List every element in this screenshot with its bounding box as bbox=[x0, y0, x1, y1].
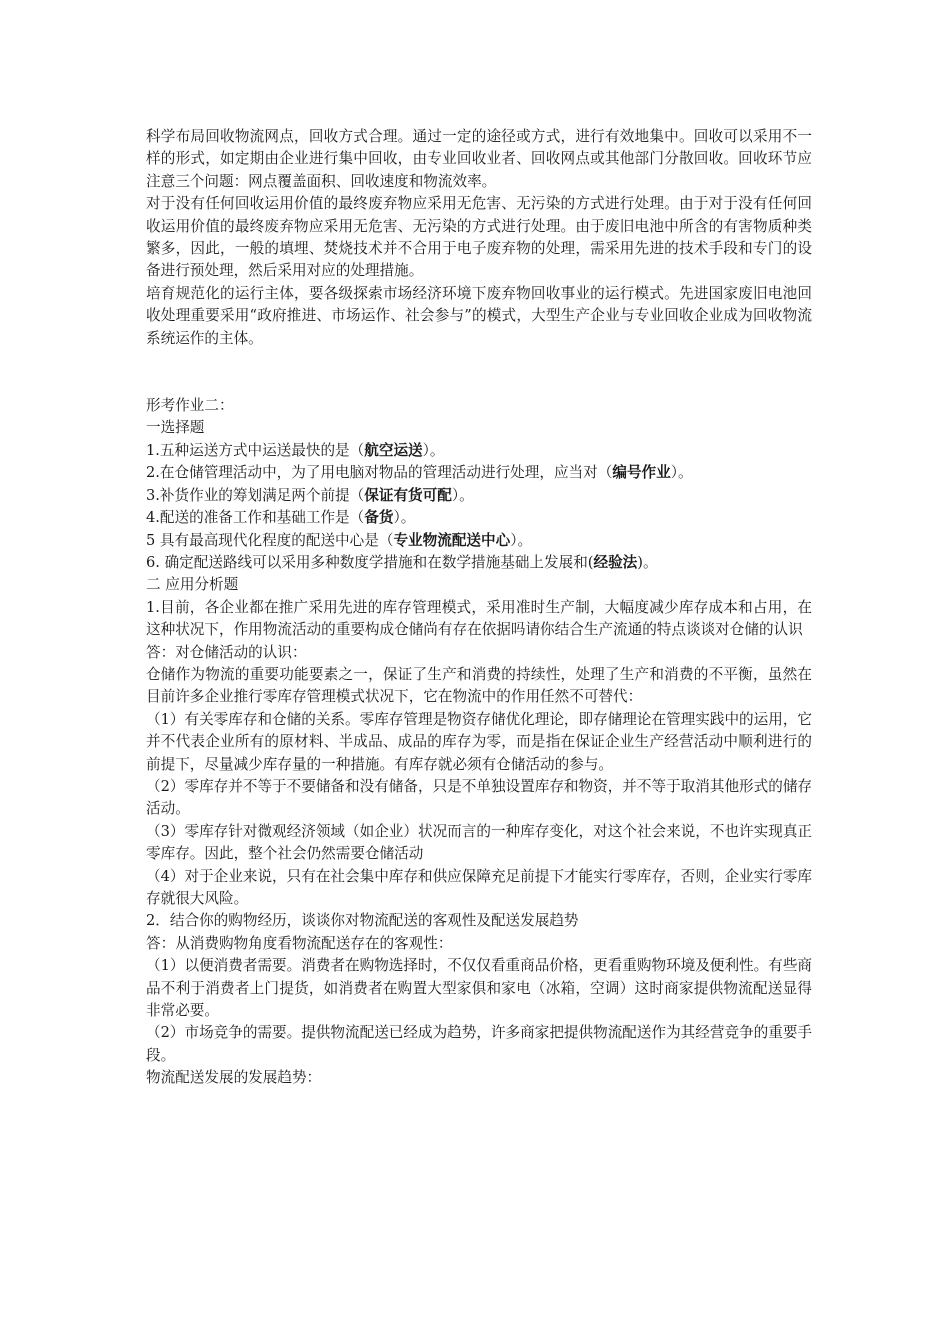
paragraph: （1）有关零库存和仓储的关系。零库存管理是物资存储优化理论，即存储理论在管理实践中的运用，它并不代表企业所有的原材料、半成品、成品的库存为零，而是指在保证企业生产经营活动中顺利进行的前提下，尽量减少库存量的一种措施。有库存就必须有仓储活动的参与。 bbox=[146, 710, 813, 773]
paragraph: 科学布局回收物流网点，回收方式合理。通过一定的途径或方式，进行有效地集中。回收可以采用不一样的形式，如定期由企业进行集中回收，由专业回收业者、回收网点或其他部门分散回收。回收环节应注意三个问题：网点覆盖面积、回收速度和物流效率。 bbox=[146, 128, 812, 190]
paragraph: （2）市场竞争的需要。提供物流配送已经成为趋势，许多商家把提供物流配送作为其经营竞争的重要手段。 bbox=[146, 1024, 813, 1064]
question-4 bbox=[146, 507, 812, 529]
question-end: ）。 bbox=[393, 509, 416, 527]
question-end: ）。 bbox=[670, 464, 693, 482]
answer: 航空运送 bbox=[364, 441, 423, 459]
question-2 bbox=[146, 462, 812, 484]
paragraph: （3）零库存针对微观经济领域（如企业）状况而言的一种库存变化，对这个社会来说，不也许实现真正零库存。因此，整个社会仍然需要仓储活动 bbox=[146, 822, 813, 863]
paragraph: 仓储作为物流的重要功能要素之一，保证了生产和消费的持续性，处理了生产和消费的不平衡，虽然在目前许多企业推行零库存管理模式状况下，它在物流中的作用任然不可替代： bbox=[146, 665, 812, 706]
question-6 bbox=[146, 552, 812, 574]
paragraph: 答：对仓储活动的认识： bbox=[146, 643, 307, 661]
answer: 保证有货可配 bbox=[364, 486, 452, 504]
paragraph: 培育规范化的运行主体，要各级探索市场经济环境下废弃物回收事业的运行模式。先进国家废旧电池回收处理重要采用“政府推进、市场运作、社会参与”的模式，大型生产企业与专业回收企业成为回收物流系统运作的主体。 bbox=[146, 284, 812, 347]
section-heading: 二 应用分析题 bbox=[146, 576, 239, 594]
question-5 bbox=[146, 530, 812, 552]
paragraph: 答：从消费购物角度看物流配送存在的客观性： bbox=[146, 934, 453, 952]
section-heading: 一选择题 bbox=[146, 419, 205, 437]
question-end: ）。 bbox=[451, 486, 474, 504]
question-end: )。 bbox=[637, 553, 658, 571]
paragraph: （1）以便消费者需要。消费者在购物选择时，不仅仅看重商品价格，更看重购物环境及便利性。有些商品不利于消费者上门提货，如消费者在购置大型家俱和家电（冰箱，空调）这时商家提供物流配送显得非常必要。 bbox=[146, 957, 813, 1020]
question-end: ）。 bbox=[422, 441, 445, 459]
answer: 编号作业 bbox=[612, 464, 671, 482]
question-text: 6. 确定配送路线可以采用多种数度学措施和在数学措施基础上发展和( bbox=[146, 553, 594, 571]
question-1 bbox=[146, 440, 812, 462]
question-text: 2.在仓储管理活动中，为了用电脑对物品的管理活动进行处理，应当对（ bbox=[146, 464, 613, 482]
paragraph-spacer bbox=[146, 350, 812, 395]
answer: 专业物流配送中心 bbox=[393, 531, 511, 549]
question-text: 1.五种运送方式中运送最快的是（ bbox=[146, 441, 365, 459]
question-text: 4.配送的准备工作和基础工作是（ bbox=[146, 509, 365, 527]
paragraph: 物流配送发展的发展趋势： bbox=[146, 1069, 322, 1087]
document-body bbox=[146, 126, 812, 1090]
paragraph: 1.目前，各企业都在推广采用先进的库存管理模式，采用准时生产制，大幅度减少库存成本和占用，在这种状况下，作用物流活动的重要构成仓储尚有存在依据吗请你结合生产流通的特点谈谈对仓储的认识 bbox=[146, 598, 812, 639]
paragraph: （2）零库存并不等于不要储备和没有储备，只是不单独设置库存和物资，并不等于取消其他形式的储存活动。 bbox=[146, 777, 813, 818]
paragraph: （4）对于企业来说，只有在社会集中库存和供应保障充足前提下才能实行零库存，否则，企业实行零库存就很大风险。 bbox=[146, 867, 813, 907]
answer: 备货 bbox=[364, 509, 394, 527]
question-end: ）。 bbox=[510, 531, 533, 549]
answer: 经验法 bbox=[593, 553, 638, 571]
question-text: 5 具有最高现代化程度的配送中心是（ bbox=[146, 531, 394, 549]
question-text: 3.补货作业的筹划满足两个前提（ bbox=[146, 486, 365, 504]
assignment-title: 形考作业二： bbox=[146, 397, 234, 415]
question-3 bbox=[146, 485, 812, 507]
paragraph: 对于没有任何回收运用价值的最终废弃物应采用无危害、无污染的方式进行处理。由于对于没有任何回收运用价值的最终废弃物应采用无危害、无污染的方式进行处理。由于废旧电池中所含的有害物质种类繁多，因此，一般的填埋、焚烧技术并不合用于电子废弃物的处理，需采用先进的技术手段和专门的设备进行预处理，然后采用对应的处理措施。 bbox=[146, 195, 812, 280]
paragraph: 2．结合你的购物经历，谈谈你对物流配送的客观性及配送发展趋势 bbox=[146, 912, 579, 930]
